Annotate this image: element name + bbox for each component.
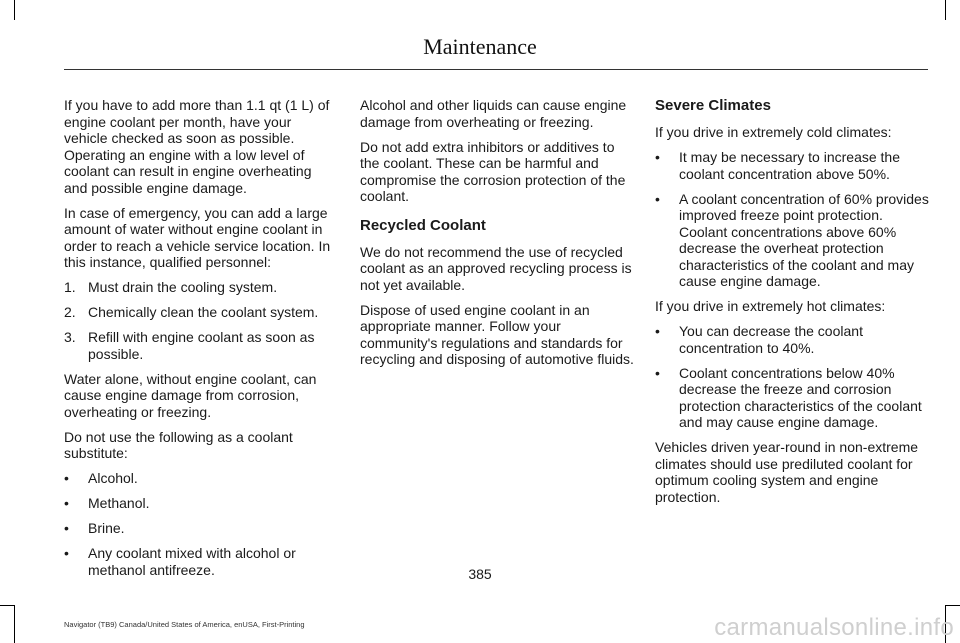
bullet: • (64, 545, 69, 561)
bullet: • (655, 323, 660, 339)
crop-mark-bottom-left (14, 605, 15, 643)
paragraph-inhibitors: Do not add extra inhibitors or additives to the coolant. These can be harmful and compromise the corrosion protection of the coolant. (360, 138, 626, 204)
hot-list (655, 323, 929, 431)
bullet: • (655, 149, 660, 165)
list-item: • You can decrease the coolant concentration to 40%. (655, 323, 863, 356)
list-item: • Alcohol. (64, 470, 138, 486)
edition-footer: Navigator (TB9) Canada/United States of America, enUSA, First-Printing (64, 620, 305, 629)
step-number: 1. (64, 279, 76, 295)
bullet: • (64, 520, 69, 536)
crop-mark-top-right (945, 0, 946, 20)
section-heading-severe: Severe Climates (655, 97, 771, 114)
list-item: • It may be necessary to increase the coolant concentration above 50%. (655, 149, 900, 182)
paragraph-coolant-loss: If you have to add more than 1.1 qt (1 L) of engine coolant per month, have your vehicle checked as soon as possible. Operating an engine with a low level of coolant can result in engine overheating and possible engine damage. (64, 97, 330, 196)
section-heading-recycled: Recycled Coolant (360, 216, 486, 234)
page-number: 385 (468, 566, 492, 582)
paragraph-year-round: Vehicles driven year-round in non-extreme climates should use prediluted coolant for optimum cooling system and engine protection. (655, 439, 919, 505)
procedure-steps (64, 279, 338, 362)
cold-list (655, 149, 929, 290)
watermark: carmanualsonline.info (714, 614, 954, 641)
bullet: • (655, 364, 660, 381)
bullet: • (64, 495, 69, 511)
page-title: Maintenance (423, 34, 537, 59)
paragraph-hot-intro: If you drive in extremely hot climates: (655, 298, 886, 314)
column-2 (360, 97, 634, 376)
list-item (64, 329, 338, 362)
step-text: Chemically clean the coolant system. (88, 304, 319, 320)
paragraph-dispose: Dispose of used engine coolant in an appropriate manner. Follow your community's regulations and standards for recycling and disposing of automotive fluids. (360, 301, 634, 367)
crop-mark-top-left (14, 0, 15, 20)
substitute-list (64, 470, 338, 578)
list-item: • Coolant concentrations below 40% decrease the freeze and corrosion protection characteristics of the coolant and may cause engine damage. (655, 364, 922, 430)
paragraph-alcohol: Alcohol and other liquids can cause engine damage from overheating or freezing. (360, 97, 627, 130)
step-number: 3. (64, 329, 76, 345)
step-text: Refill with engine coolant as soon as possible. (88, 329, 315, 362)
column-1 (64, 97, 338, 587)
list-item: • Brine. (64, 520, 125, 536)
step-text: Must drain the cooling system. (88, 279, 278, 295)
list-item (64, 304, 338, 321)
paragraph-recycled: We do not recommend the use of recycled coolant as an approved recycling process is not yet available. (360, 243, 632, 293)
paragraph-substitutes: Do not use the following as a coolant substitute: (64, 428, 293, 461)
step-number: 2. (64, 304, 76, 320)
paragraph-emergency: In case of emergency, you can add a large amount of water without engine coolant in order to reach a vehicle service location. In this instance, qualified personnel: (64, 204, 331, 270)
bullet: • (64, 470, 69, 486)
paragraph-cold-intro: If you drive in extremely cold climates: (655, 124, 892, 140)
list-item: • A coolant concentration of 60% provides improved freeze point protection. Coolant concentrations above 60% decrease the overheat protection characteristics of the coolant and may cause engine damage. (655, 190, 929, 289)
crop-mark-bottom-left-h (0, 605, 15, 606)
bullet: • (655, 190, 660, 207)
paragraph-water-alone: Water alone, without engine coolant, can cause engine damage from corrosion, overheating or freezing. (64, 370, 317, 420)
header-rule (64, 69, 928, 70)
list-item: • Any coolant mixed with alcohol or methanol antifreeze. (64, 545, 296, 578)
crop-mark-bottom-right-h (945, 605, 960, 606)
column-3 (655, 97, 929, 514)
list-item (64, 279, 338, 296)
list-item: • Methanol. (64, 495, 150, 511)
